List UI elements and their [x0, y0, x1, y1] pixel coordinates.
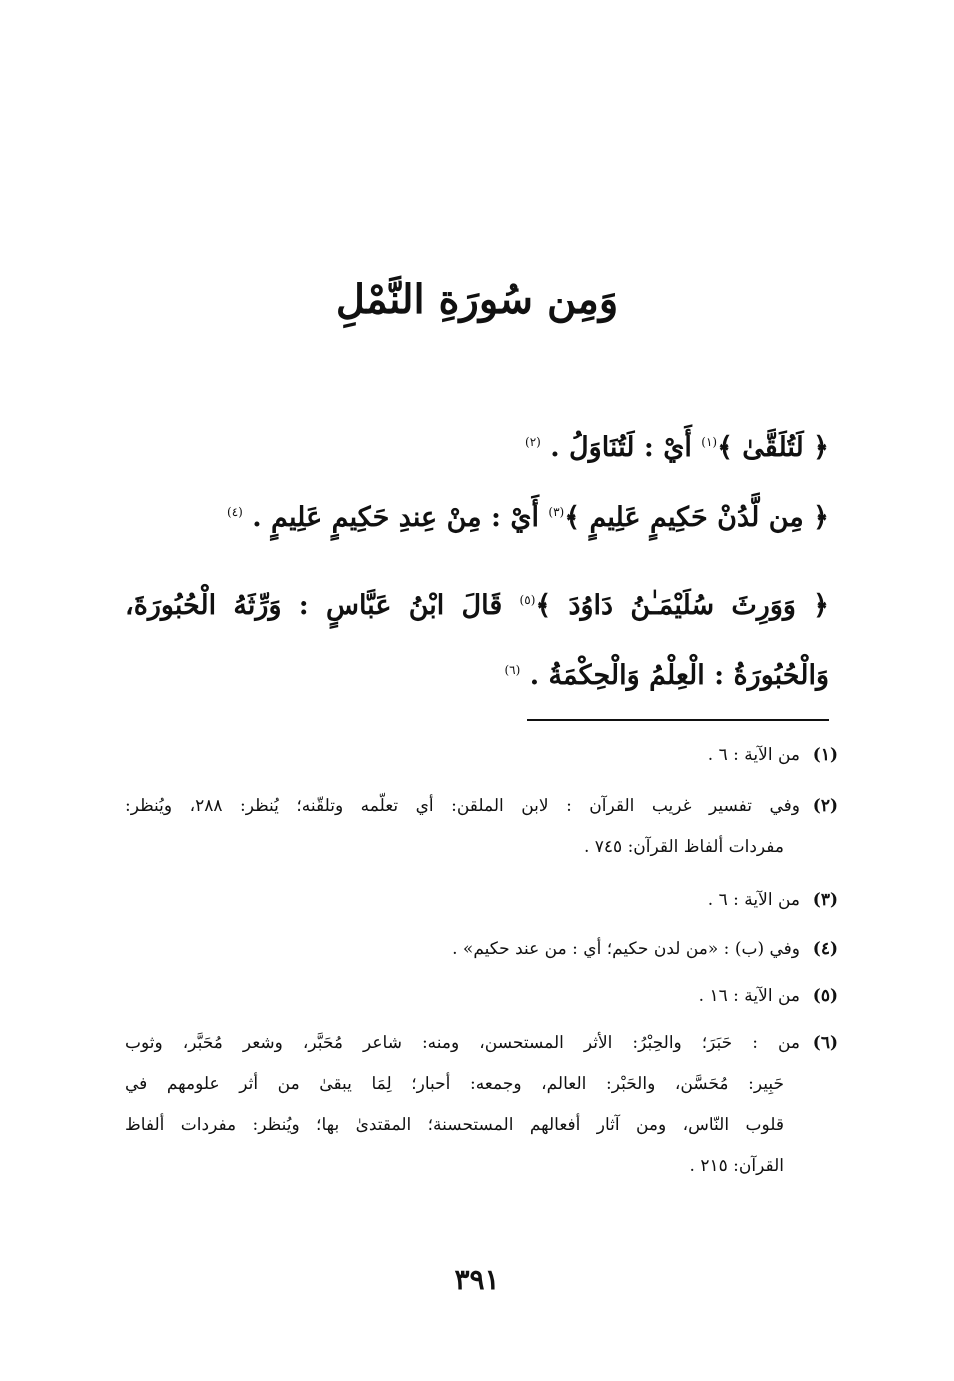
- footnote-ref[interactable]: (٥): [519, 593, 536, 607]
- page-number: ٣٩١: [454, 1263, 500, 1296]
- footnote-1: [125, 735, 838, 776]
- verse-line-2: [227, 498, 829, 538]
- footnote-line: [125, 735, 838, 776]
- footnote-text: من الآية : ٦ .: [707, 890, 800, 910]
- footnote-line: [125, 976, 838, 1017]
- footnote-text: حَبِير: مُحَسَّن، والحَبْر: العالم، وجمعه: أحبار؛ لِمَا يبقىٰ من أثر علومهم في: [125, 1074, 784, 1094]
- verse-text: ﴿ مِن لَّدُنْ حَكِيمٍ عَلِيمٍ ﴾: [564, 502, 829, 533]
- footnote-ref[interactable]: (٢): [525, 435, 541, 449]
- footnote-line: [125, 880, 838, 921]
- verse-line-3-continued: [504, 656, 829, 696]
- footnote-separator: [527, 719, 829, 721]
- footnote-5: [125, 976, 838, 1017]
- surah-title: وَمِن سُورَةِ النَّمْلِ: [335, 276, 619, 323]
- footnote-text: القرآن: ٢١٥ .: [689, 1156, 784, 1176]
- verse-text: ﴿ لَتُلَقَّىٰ ﴾: [717, 432, 829, 463]
- footnote-text: من الآية : ٦ .: [707, 745, 800, 765]
- footnote-ref[interactable]: (٣): [548, 505, 565, 519]
- verse-line-1: [525, 428, 829, 468]
- footnote-line: [125, 929, 838, 970]
- footnote-number: (٣): [812, 890, 838, 910]
- footnote-number: (٥): [812, 986, 838, 1006]
- verse-gloss: أَيْ : مِنْ عِندِ حَكِيمٍ عَلِيمٍ .: [242, 502, 549, 533]
- footnote-ref[interactable]: (١): [701, 435, 718, 449]
- verse-text: ﴿ وَوَرِثَ سُلَيْمَـٰنُ دَاوُدَ ﴾: [535, 590, 829, 621]
- footnote-text: قلوب النّاس، ومن آثار أفعالهم المستحسنة؛ المقتدىٰ بها؛ ويُنظر: مفردات ألفاظ: [125, 1115, 784, 1135]
- footnote-4: [125, 929, 838, 970]
- footnote-text: وفي (ب) : «من لدن حكيم؛ أي : من عند حكيم» .: [452, 939, 800, 959]
- footnote-number: (٦): [812, 1033, 838, 1053]
- verse-line-3: [125, 586, 829, 626]
- verse-gloss: وَالْحُبُورَةُ : الْعِلْمُ وَالْحِكْمَةُ .: [520, 660, 829, 691]
- footnote-ref[interactable]: (٦): [504, 663, 521, 677]
- footnote-3: [125, 880, 838, 921]
- footnote-6: [125, 1023, 838, 1187]
- verse-gloss: قَالَ ابْنُ عَبَّاسٍ : وَرِّثَهُ الْحُبُورَةَ،: [125, 590, 520, 621]
- footnote-text: من : حَبَرَ؛ والحِبْرُ: الأثر المستحسن، ومنه: شاعر مُحَبَّر، وشعر مُحَبَّر، وثوب: [125, 1033, 800, 1053]
- footnote-number: (٤): [812, 939, 838, 959]
- footnote-text: مفردات ألفاظ القرآن: ٧٤٥ .: [583, 837, 784, 857]
- footnote-number: (٢): [812, 796, 838, 816]
- footnote-line: [125, 1023, 838, 1064]
- verse-gloss: أَيْ : لَتُنَاوَلُ .: [540, 432, 702, 463]
- footnote-line: [125, 786, 838, 827]
- footnote-text: وفي تفسير غريب القرآن : لابن الملقن: أي تعلّمه وتلقّنه؛ يُنظر: ٢٨٨، ويُنظر:: [125, 796, 800, 816]
- footnote-text: من الآية : ١٦ .: [698, 986, 800, 1006]
- footnote-2: [125, 786, 838, 868]
- footnote-number: (١): [812, 745, 838, 765]
- footnote-ref[interactable]: (٤): [227, 505, 243, 519]
